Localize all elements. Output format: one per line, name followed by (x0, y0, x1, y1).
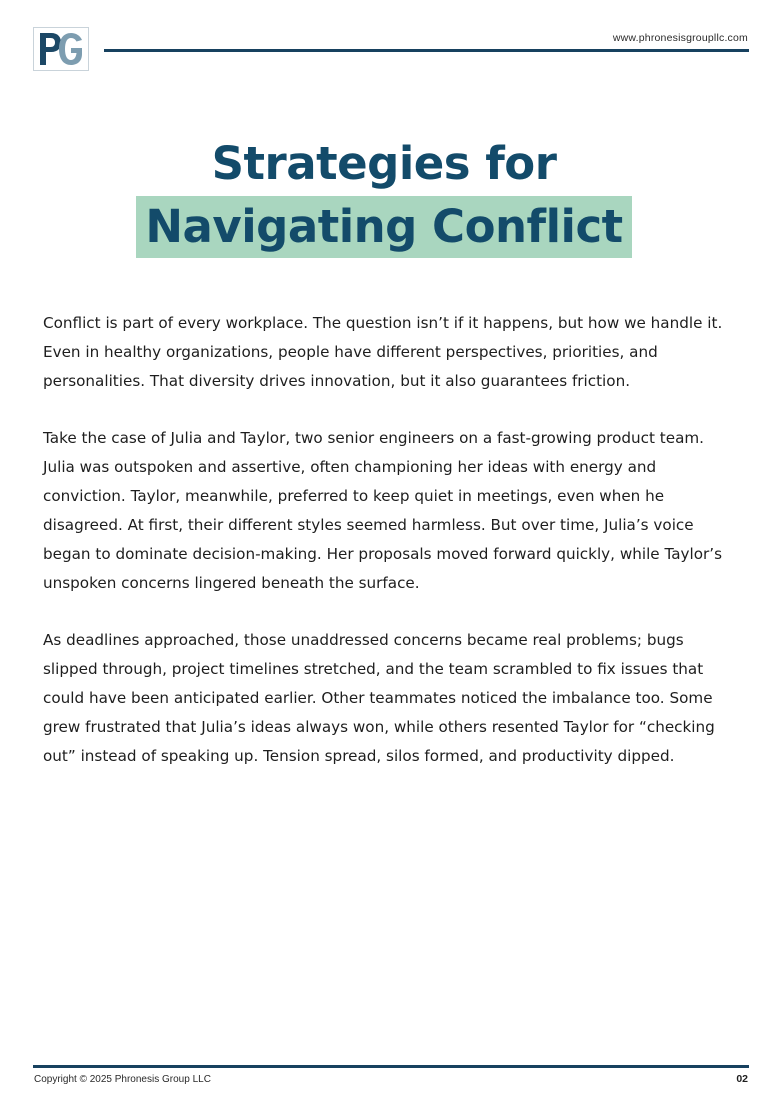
title-line-1: Strategies for (211, 137, 557, 190)
paragraph-1: Conflict is part of every workplace. The question isn’t if it happens, but how we handle it. Even in healthy organizations, people have different perspectives, priorities, and personalities. That diversity drives innovation, but it also guarantees friction. (43, 314, 723, 390)
title-line-2: Navigating Conflict (145, 200, 623, 253)
copyright-text: Copyright © 2025 Phronesis Group LLC (34, 1074, 211, 1085)
title-highlight (136, 196, 631, 258)
footer-divider (33, 1065, 749, 1068)
body-content (43, 309, 738, 799)
page-title (0, 135, 768, 258)
page-number: 02 (736, 1073, 748, 1085)
website-url: www.phronesisgroupllc.com (612, 32, 748, 44)
paragraph-2: Take the case of Julia and Taylor, two senior engineers on a fast-growing product team. Julia was outspoken and assertive, often championing her ideas with energy and conviction. Taylor, meanwhile, preferred to keep quiet in meetings, even when he disagreed. At first, their different styles seemed harmless. But over time, Julia’s voice began to dominate decision-making. Her proposals moved forward quickly, while Taylor’s unspoken concerns lingered beneath the surface. (43, 429, 723, 592)
pg-logo (33, 27, 89, 71)
header-divider (104, 49, 749, 52)
pg-logo-icon (34, 28, 88, 70)
paragraph-3: As deadlines approached, those unaddressed concerns became real problems; bugs slipped through, project timelines stretched, and the team scrambled to fix issues that could have been anticipated earlier. Other teammates noticed the imbalance too. Some grew frustrated that Julia’s ideas always won, while others resented Taylor for “checking out” instead of speaking up. Tension spread, silos formed, and productivity dipped. (43, 631, 715, 765)
